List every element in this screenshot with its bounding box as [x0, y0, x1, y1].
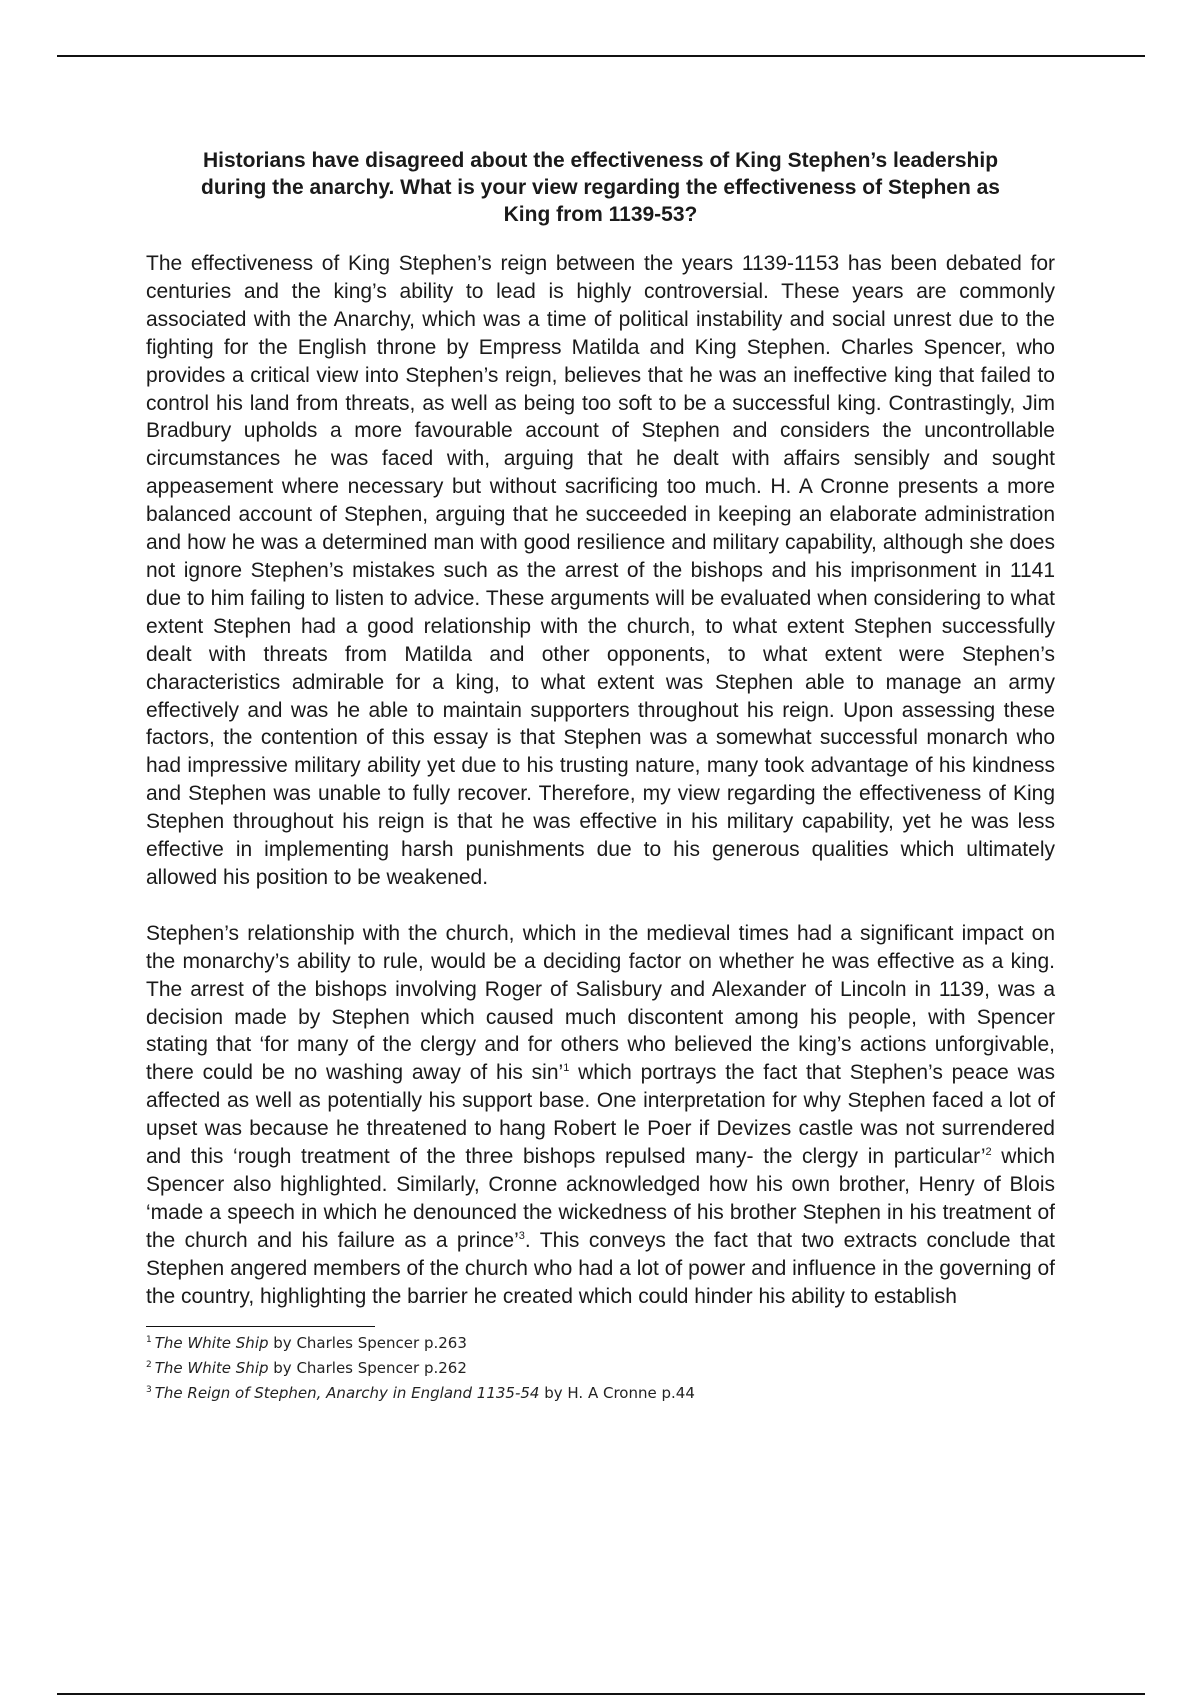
footnote-text: by H. A Cronne p.44 — [539, 1383, 695, 1402]
footnote-number: 1 — [146, 1334, 152, 1345]
header-rule — [57, 55, 1145, 57]
paragraph-segment: Stephen’s relationship with the church, which in the medieval times had a significant impact on the monarchy’s ability to rule, would be a deciding factor on whether he was effective as a king. The arrest of the bishops involving Roger of Salisbury and Alexander of Lincoln in 1139, was a decision made by Stephen which caused much discontent among his people, with Spencer stating that ‘for many of the clergy and for others who believed the king’s actions unforgivable, there could be no washing away of his sin’ — [146, 921, 1055, 1085]
paragraph-introduction: The effectiveness of King Stephen’s reign between the years 1139-1153 has been debated for centuries and the king’s ability to lead is highly controversial. These years are commonly associated with the Anarchy, which was a time of political instability and social unrest due to the fighting for the English throne by Empress Matilda and King Stephen. Charles Spencer, who provides a critical view into Stephen’s reign, believes that he was an ineffective king that failed to control his land from threats, as well as being too soft to be a successful king. Contrastingly, Jim Bradbury upholds a more favourable account of Stephen and considers the uncontrollable circumstances he was faced with, arguing that he dealt with affairs sensibly and sought appeasement where necessary but without sacrificing too much. H. A Cronne presents a more balanced account of Stephen, arguing that he succeeded in keeping an elaborate administration and how he was a determined man with good resilience and military capability, although she does not ignore Stephen’s mistakes such as the arrest of the bishops and his imprisonment in 1141 due to him failing to listen to advice. These arguments will be evaluated when considering to what extent Stephen had a good relationship with the church, to what extent Stephen successfully dealt with threats from Matilda and other opponents, to what extent were Stephen’s characteristics admirable for a king, to what extent was Stephen able to manage an army effectively and was he able to maintain supporters throughout his reign. Upon assessing these factors, the contention of this essay is that Stephen was a somewhat successful monarch who had impressive military ability yet due to his trusting nature, many took advantage of his kindness and Stephen was unable to fully recover. Therefore, my view regarding the effectiveness of King Stephen throughout his reign is that he was effective in his military capability, yet he was less effective in implementing harsh punishments due to his generous qualities which ultimately allowed his position to be weakened. — [146, 252, 1055, 889]
footnote-separator — [146, 1326, 375, 1327]
footnote-reference[interactable]: 2 — [985, 1146, 992, 1159]
footnote-reference[interactable]: 1 — [563, 1062, 570, 1075]
footnote-item — [146, 1331, 1055, 1356]
essay-title: Historians have disagreed about the effectiveness of King Stephen’s leadership during the anarchy. What is your view regarding the effectiveness of Stephen as King from 1139-53? — [201, 149, 1000, 226]
footnote-text: by Charles Spencer p.262 — [268, 1358, 467, 1377]
footnote-title: The Reign of Stephen, Anarchy in England 1135-54 — [154, 1383, 540, 1402]
footnote-reference[interactable]: 3 — [518, 1229, 525, 1242]
paragraph-church-relationship — [146, 920, 1055, 1311]
footnote-title: The White Ship — [154, 1333, 269, 1352]
footnote-text: by Charles Spencer p.263 — [268, 1333, 467, 1352]
footer-rule — [57, 1693, 1145, 1695]
footnote-item — [146, 1381, 1055, 1406]
document-page — [146, 147, 1055, 1406]
footnote-title: The White Ship — [154, 1358, 269, 1377]
footnote-item — [146, 1356, 1055, 1381]
paragraph-segment: . This conveys the fact that two extracts conclude that Stephen angered members of the church who had a lot of power and influence in the governing of the country, highlighting the barrier he created which could hinder his ability to establish — [146, 1228, 1055, 1308]
paragraph-segment: which portrays the fact that Stephen’s peace was affected as well as potentially his support base. One interpretation for why Stephen faced a lot of upset was because he threatened to hang Robert le Poer if Devizes castle was not surrendered and this ‘rough treatment of the three bishops repulsed many- the clergy in particular’ — [146, 1061, 1055, 1169]
footnote-number: 2 — [146, 1359, 152, 1370]
paragraph-segment: which Spencer also highlighted. Similarly, Cronne acknowledged how his own brother, Henry of Blois ‘made a speech in which he denounced the wickedness of his brother Stephen in his treatment of the church and his failure as a prince’ — [146, 1145, 1055, 1252]
footnotes — [146, 1331, 1055, 1406]
footnote-number: 3 — [146, 1384, 152, 1395]
